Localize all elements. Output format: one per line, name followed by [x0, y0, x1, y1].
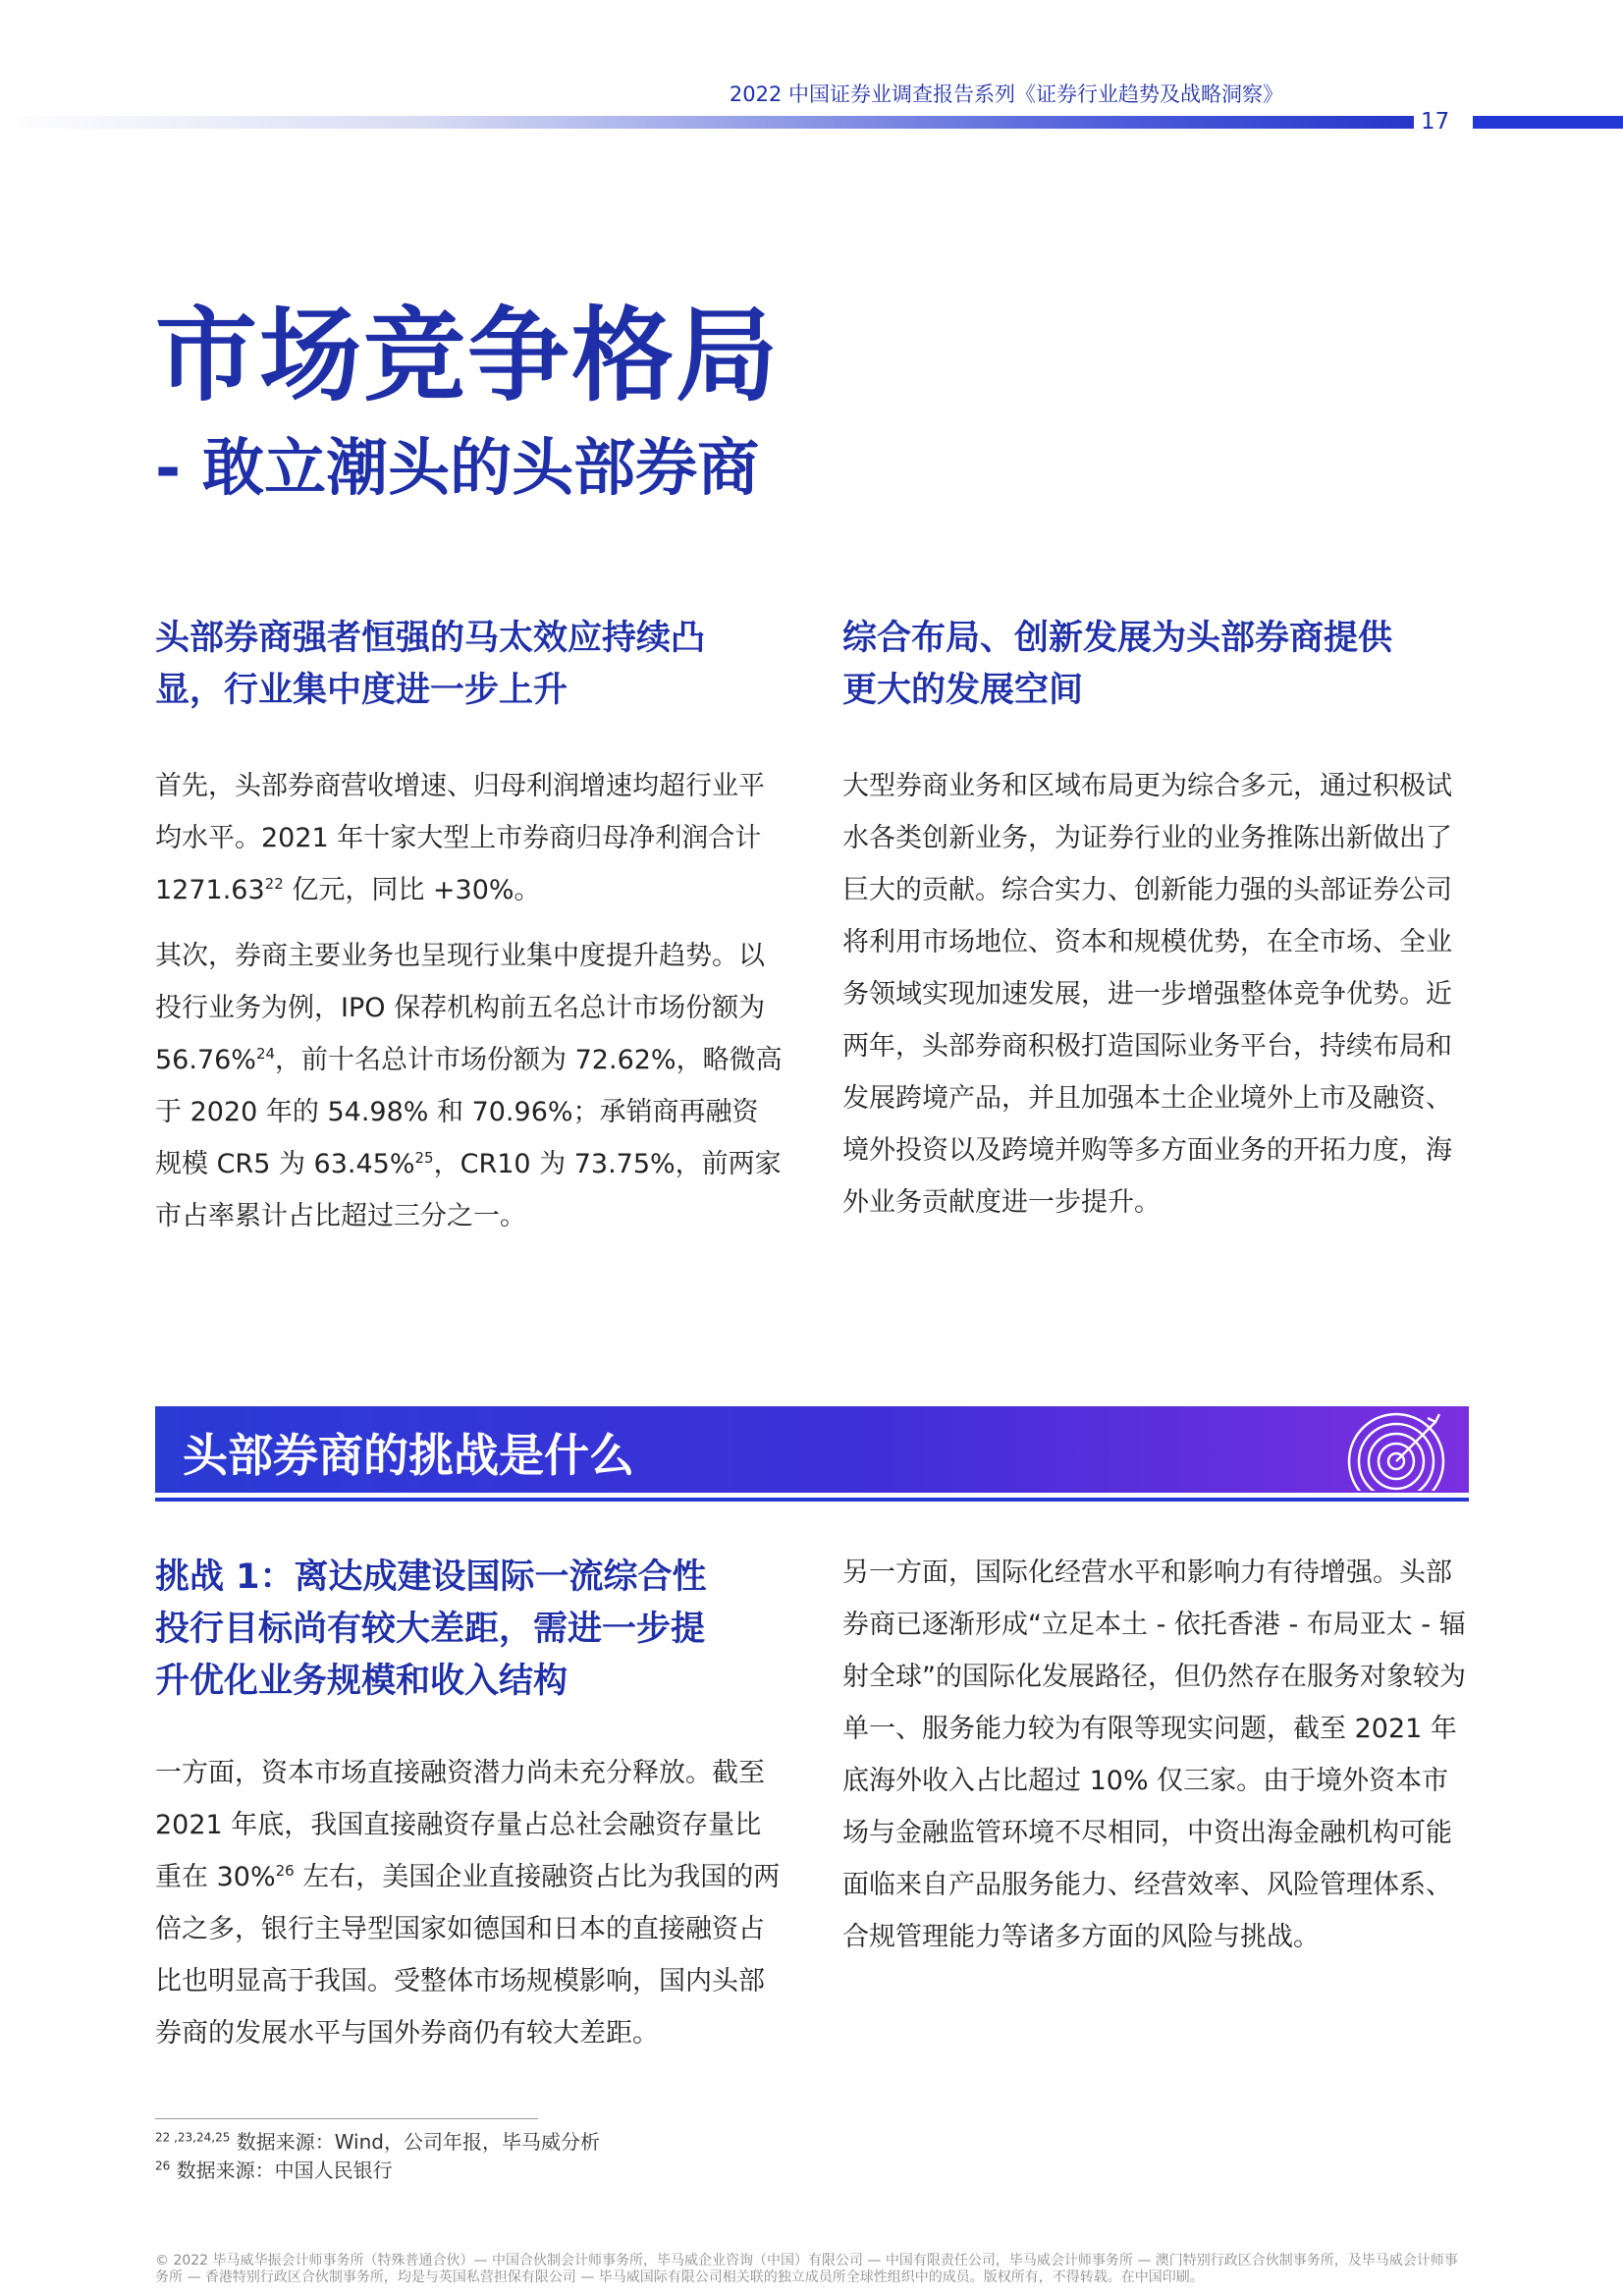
- section1-left-paragraph-1: 首先，头部券商营收增速、归母利润增速均超行业平均水平。2021 年十家大型上市券商归母净利润合计 1271.63$^{22}$ 亿元，同比 +30%。: [155, 771, 765, 905]
- section2-right-column: [842, 1547, 1471, 1977]
- copyright-notice: © 2022 毕马威华振会计师事务所（特殊普通合伙）— 中国合伙制会计师事务所，毕马威企业咨询（中国）有限公司 — 中国有限责任公司，毕马威会计师事务所 — 澳门特别行政区合伙制事务所，及毕马威会计师事务所 — 香港特别行政区合伙制事务所，均是与英国私营担保有限公司 — 毕马威国际有限公司相关联的独立成员所全球性组织中的成员。版权所有，不得转载。在中国印刷。: [155, 2253, 1458, 2285]
- footnote-ref: 26: [275, 1862, 295, 1880]
- section-banner-title: 头部券商的挑战是什么: [183, 1429, 634, 1482]
- section1-left-column: [155, 613, 784, 1256]
- page-title: 市场竞争格局: [155, 296, 781, 415]
- footnote-divider: [155, 2118, 538, 2119]
- section-banner: [155, 1406, 1469, 1493]
- page-subtitle: - 敢立潮头的头部券商: [155, 432, 760, 504]
- section1-right-column: [842, 613, 1471, 1242]
- section1-right-paragraph-1: 大型券商业务和区域布局更为综合多元，通过积极试水各类创新业务，为证券行业的业务推陈出新做出了巨大的贡献。综合实力、创新能力强的头部证券公司将利用市场地位、资本和规模优势，在全市场、全业务领域实现加速发展，进一步增强整体竞争优势。近两年，头部券商积极打造国际业务平台，持续布局和发展跨境产品，并且加强本土企业境外上市及融资、境外投资以及跨境并购等多方面业务的开拓力度，海外业务贡献度进一步提升。: [842, 771, 1452, 1218]
- footnote-2: $^{26}$ 数据来源：中国人民银行: [155, 2159, 393, 2182]
- footnote-1: $^{22 ,23,24,25}$ 数据来源：Wind，公司年报，毕马威分析: [155, 2130, 600, 2154]
- header-gradient-line: [0, 116, 1414, 129]
- page-number: 17: [1421, 109, 1450, 135]
- footnote-ref: 25: [414, 1149, 434, 1167]
- section2-right-paragraph-1: 另一方面，国际化经营水平和影响力有待增强。头部券商已逐渐形成“立足本土 - 依托香港 - 布局亚太 - 辐射全球”的国际化发展路径，但仍然存在服务对象较为单一、服务能力较为有限等现实问题，截至 2021 年底海外收入占比超过 10% 仅三家。由于境外资本市场与金融监管环境不尽相同，中资出海金融机构可能面临来自产品服务能力、经营效率、风险管理体系、合规管理能力等诸多方面的风险与挑战。: [842, 1558, 1466, 1952]
- section2-left-heading: 挑战 1：离达成建设国际一流综合性 投行目标尚有较大差距，需进一步提 升优化业务规模和收入结构: [155, 1558, 707, 1701]
- section2-left-column: [155, 1552, 784, 2073]
- running-header-title: 2022 中国证券业调查报告系列《证券行业趋势及战略洞察》: [729, 82, 1283, 106]
- section2-left-paragraph-1: 一方面，资本市场直接融资潜力尚未充分释放。截至 2021 年底，我国直接融资存量占总社会融资存量比重在 30%$^{26}$ 左右，美国企业直接融资占比为我国的两倍之多，银行主导型国家如德国和日本的直接融资占比也明显高于我国。受整体市场规模影响，国内头部券商的发展水平与国外券商仍有较大差距。: [155, 1758, 781, 2049]
- header-accent-bar: [1473, 116, 1623, 129]
- section1-left-heading: 头部券商强者恒强的马太效应持续凸 显，行业集中度进一步上升: [155, 619, 706, 710]
- footnote-ref: 22: [264, 875, 284, 893]
- section-banner-underline: [155, 1498, 1469, 1502]
- footnote-ref: 24: [255, 1045, 276, 1063]
- section1-left-paragraph-2: 其次，券商主要业务也呈现行业集中度提升趋势。以投行业务为例，IPO 保荐机构前五名总计市场份额为 56.76%$^{24}$，前十名总计市场份额为 72.62%，略微高于 2020 年的 54.98% 和 70.96%；承销商再融资规模 CR5 为 63.45%$^{25}$，CR10 为 73.75%，前两家市占率累计占比超过三分之一。: [155, 941, 783, 1231]
- target-icon: [1337, 1410, 1455, 1495]
- section1-right-heading: 综合布局、创新发展为头部券商提供 更大的发展空间: [842, 619, 1393, 710]
